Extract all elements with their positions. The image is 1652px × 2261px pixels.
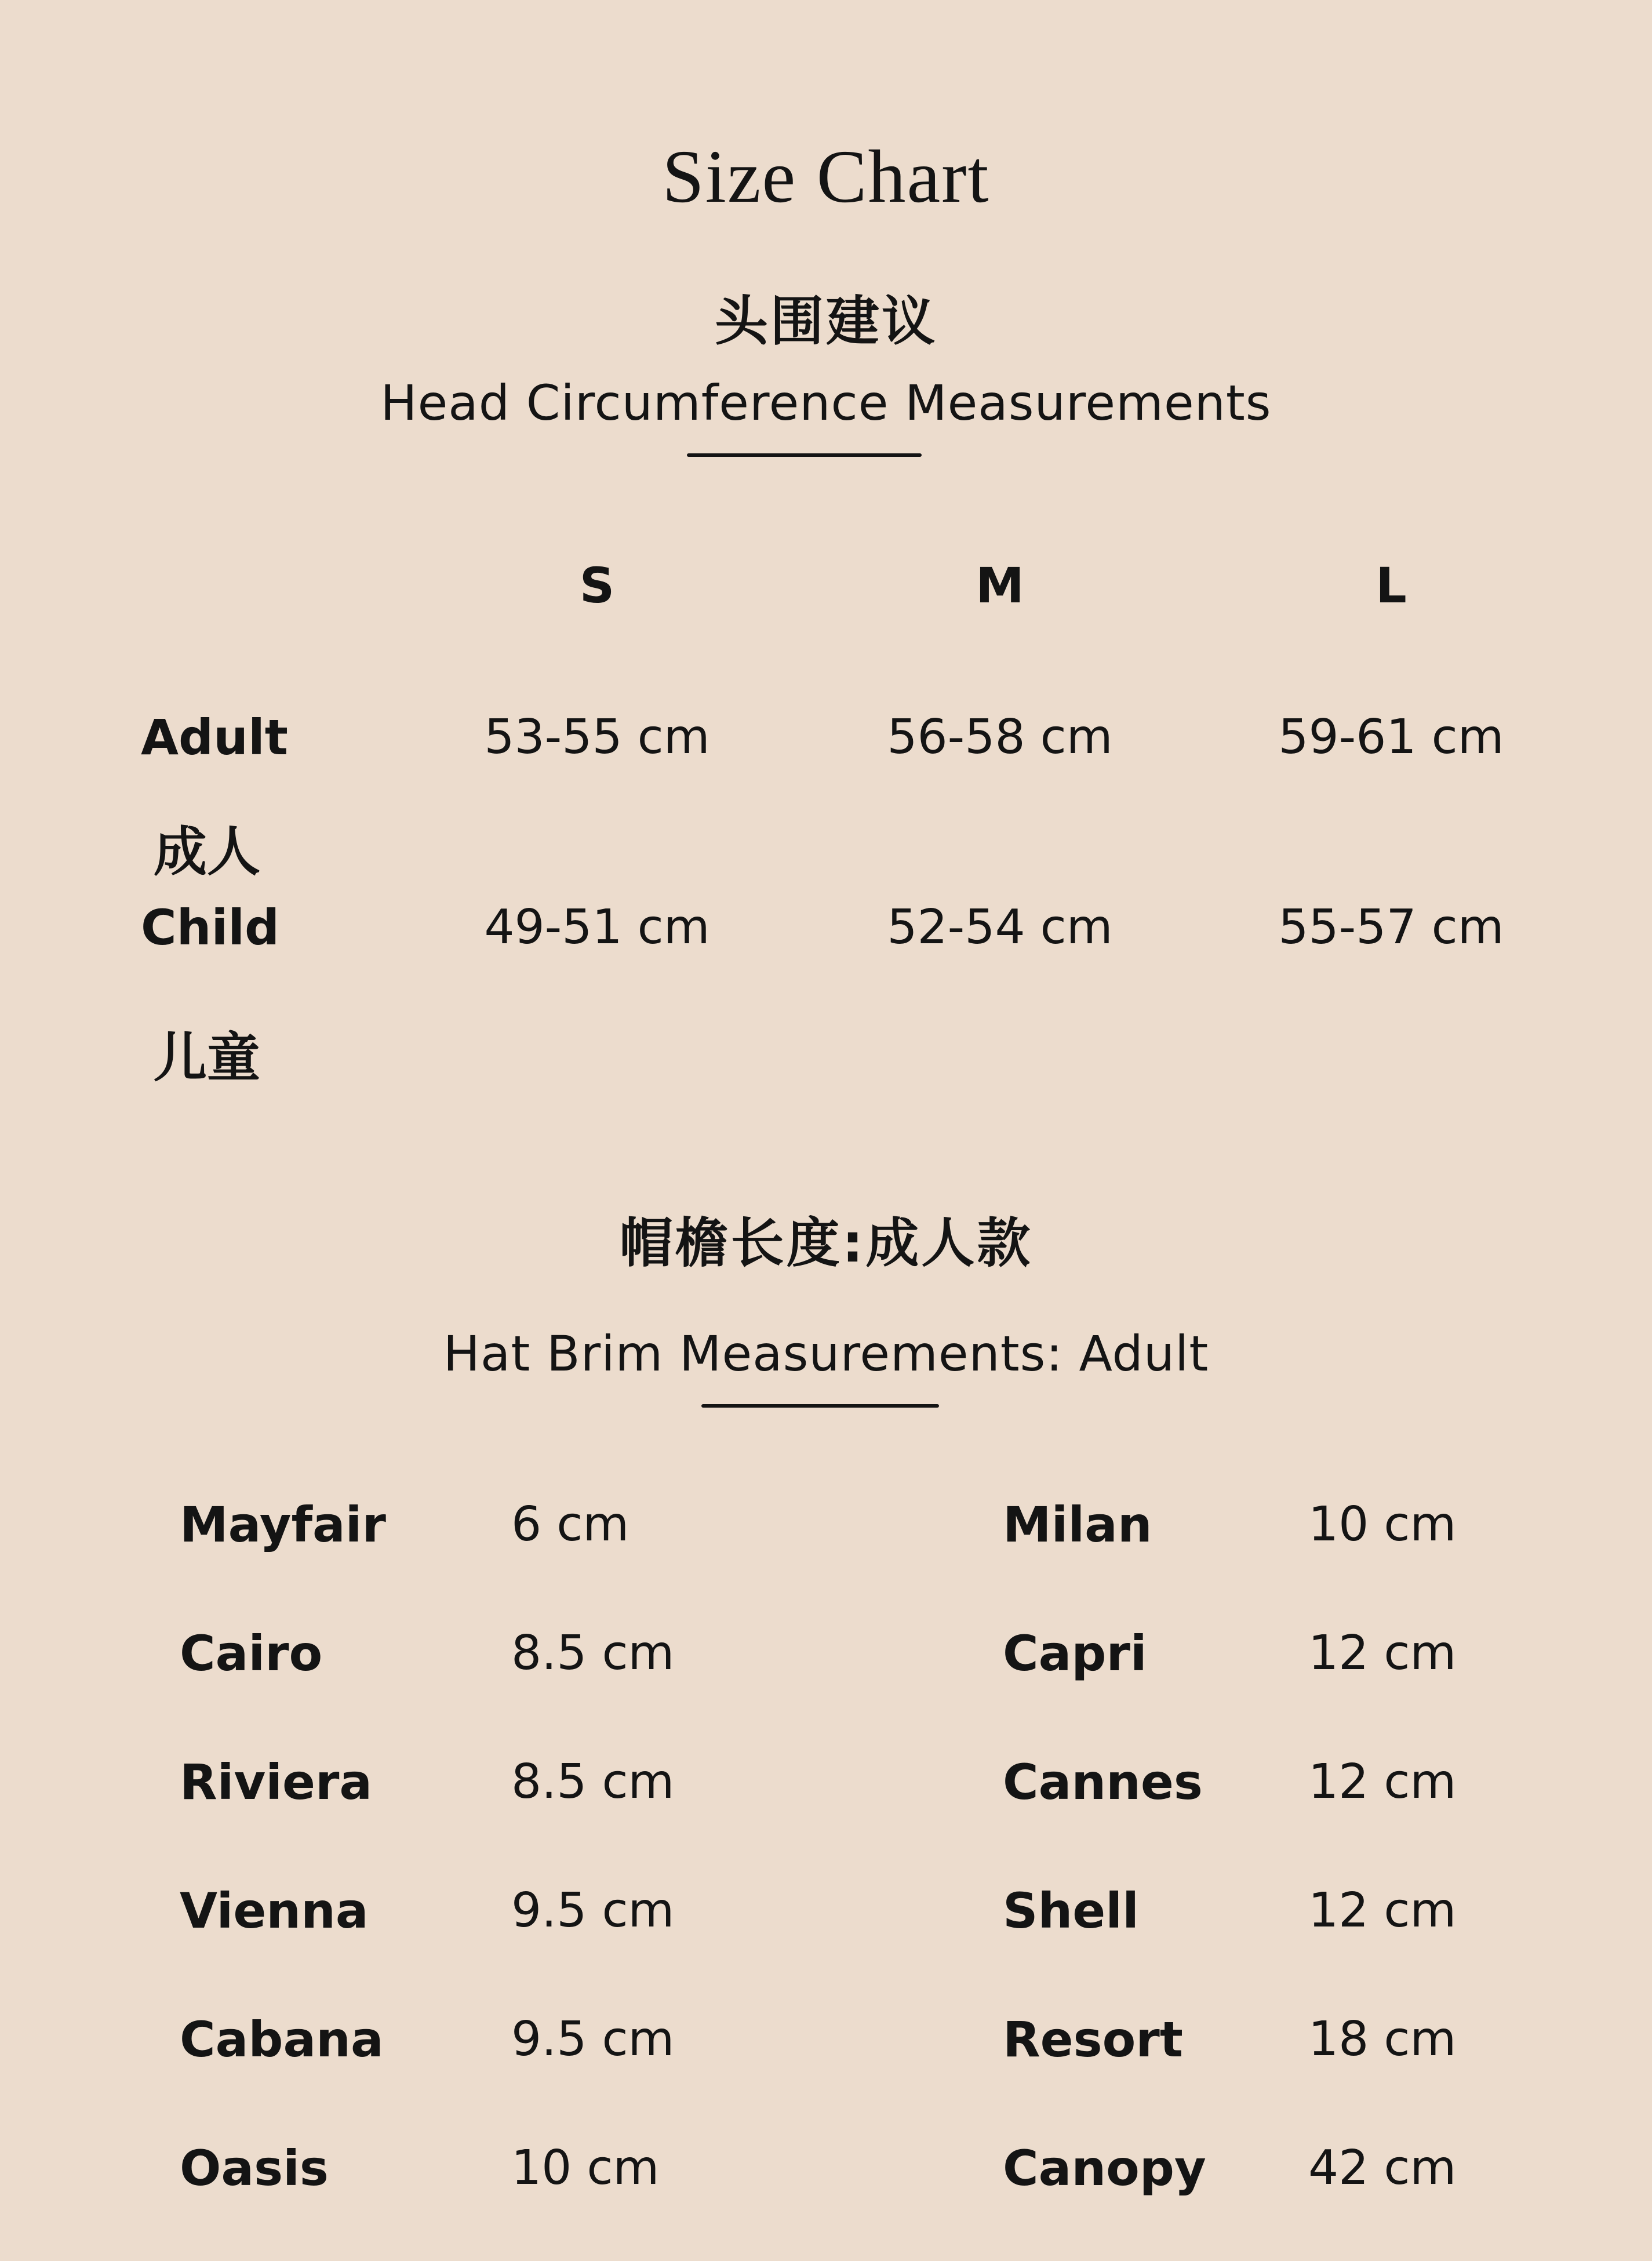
brim-value: 12 cm <box>1308 1883 1457 1938</box>
row-label-adult-cn: 成人 <box>154 821 261 883</box>
brim-value: 8.5 cm <box>511 1754 675 1809</box>
child-size-m-value: 52-54 cm <box>887 900 1113 955</box>
brim-name: Mayfair <box>180 1496 386 1553</box>
brim-name: Capri <box>1003 1625 1147 1682</box>
brim-value: 6 cm <box>511 1497 629 1552</box>
brim-value: 10 cm <box>511 2140 660 2195</box>
row-label-child: Child <box>141 899 280 956</box>
size-header-s: S <box>579 557 615 614</box>
child-size-l-value: 55-57 cm <box>1278 900 1504 955</box>
brim-value: 18 cm <box>1308 2012 1457 2067</box>
brim-name: Riviera <box>180 1754 373 1811</box>
brim-value: 12 cm <box>1308 1626 1457 1681</box>
brim-name: Milan <box>1003 1496 1152 1553</box>
brim-name: Cairo <box>180 1625 323 1682</box>
child-size-s-value: 49-51 cm <box>484 900 710 955</box>
brim-value: 8.5 cm <box>511 1626 675 1681</box>
head-section-divider <box>687 453 922 457</box>
brim-name: Shell <box>1003 1882 1139 1939</box>
head-section-heading-en: Head Circumference Measurements <box>380 375 1272 431</box>
brim-value: 12 cm <box>1308 1754 1457 1809</box>
head-section-heading-cn: 头围建议 <box>714 290 937 352</box>
adult-size-m-value: 56-58 cm <box>887 710 1113 765</box>
row-label-adult: Adult <box>141 709 288 766</box>
row-label-child-cn: 儿童 <box>154 1027 261 1089</box>
size-header-m: M <box>976 557 1024 614</box>
brim-name: Resort <box>1003 2011 1183 2068</box>
brim-value: 9.5 cm <box>511 1883 675 1938</box>
brim-value: 10 cm <box>1308 1497 1457 1552</box>
adult-size-s-value: 53-55 cm <box>484 710 710 765</box>
brim-name: Canopy <box>1003 2140 1206 2197</box>
brim-section-divider <box>701 1404 939 1408</box>
brim-name: Oasis <box>180 2140 329 2197</box>
brim-name: Cabana <box>180 2011 384 2068</box>
brim-name: Cannes <box>1003 1754 1203 1811</box>
brim-section-heading-cn: 帽檐长度:成人款 <box>619 1212 1033 1274</box>
brim-name: Vienna <box>180 1882 369 1939</box>
page-title: Size Chart <box>662 135 990 219</box>
brim-value: 42 cm <box>1308 2140 1457 2195</box>
size-header-l: L <box>1376 557 1407 614</box>
adult-size-l-value: 59-61 cm <box>1278 710 1504 765</box>
brim-value: 9.5 cm <box>511 2012 675 2067</box>
brim-section-heading-en: Hat Brim Measurements: Adult <box>443 1325 1209 1382</box>
